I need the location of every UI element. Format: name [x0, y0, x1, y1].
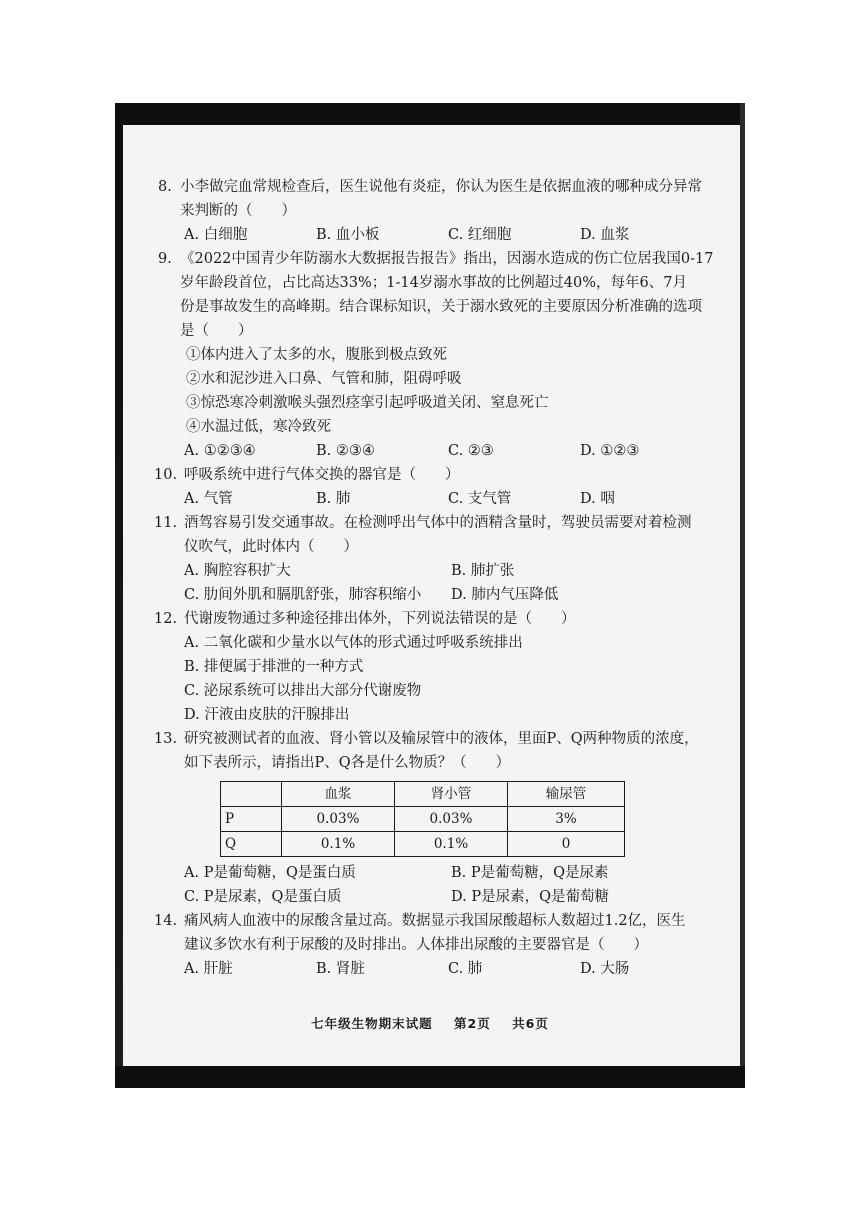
options-row — [158, 957, 718, 981]
table-cell: 3% — [508, 807, 625, 832]
option-a: A. ①②③④ — [184, 443, 256, 459]
concentration-table — [220, 781, 625, 857]
total-pages: 共6页 — [512, 1016, 549, 1031]
question-text: 《2022中国青少年防溺水大数据报告报告》指出，因溺水造成的伤亡位居我国0-17 — [180, 251, 714, 267]
scan-border-left — [115, 103, 123, 1088]
option-c: C. 红细胞 — [448, 227, 512, 243]
options-row — [158, 223, 718, 247]
scan-border-top — [115, 103, 745, 125]
question-text: 小李做完血常规检查后，医生说他有炎症，你认为医生是依据血液的哪种成分异常 — [180, 179, 702, 195]
option-d: D. ①②③ — [580, 443, 640, 459]
table-cell: 0.03% — [395, 807, 508, 832]
option-c: C. P是尿素，Q是蛋白质 — [184, 889, 342, 905]
option-c: C. 肋间外肌和膈肌舒张，肺容积缩小 — [184, 587, 422, 603]
table-cell: 0 — [508, 832, 625, 857]
table-cell: 0.1% — [395, 832, 508, 857]
question-8 — [158, 175, 718, 223]
statement-item: ③惊恐寒冷刺激喉头强烈痉挛引起呼吸道关闭、窒息死亡 — [186, 395, 549, 411]
table-row — [221, 832, 625, 857]
statement-item: ①体内进入了太多的水，腹胀到极点致死 — [186, 347, 447, 363]
question-text: 研究被测试者的血液、肾小管以及输尿管中的液体，里面P、Q两种物质的浓度， — [184, 731, 699, 747]
question-12 — [154, 607, 718, 631]
page-number: 第2页 — [454, 1016, 491, 1031]
option-a: A. 肝脏 — [184, 961, 233, 977]
question-number: 13. — [154, 731, 178, 747]
option-d: D. 咽 — [580, 491, 615, 507]
exam-title: 七年级生物期末试题 — [311, 1016, 433, 1031]
table-cell: 0.03% — [282, 807, 395, 832]
question-number: 9. — [158, 251, 172, 267]
option-b: B. P是葡萄糖，Q是尿素 — [451, 865, 609, 881]
option-c: C. 泌尿系统可以排出大部分代谢废物 — [184, 683, 422, 699]
options-row — [158, 583, 718, 607]
statement-item: ④水温过低，寒冷致死 — [186, 419, 331, 435]
question-11 — [154, 511, 718, 559]
option-b: B. ②③④ — [316, 443, 375, 459]
exam-content — [154, 175, 718, 981]
question-text: 代谢废物通过多种途径排出体外，下列说法错误的是（ ） — [184, 611, 576, 627]
option-c: C. 肺 — [448, 961, 483, 977]
table-header-cell — [221, 782, 282, 807]
option-d: D. 肺内气压降低 — [451, 587, 559, 603]
options-row — [158, 439, 718, 463]
question-number: 8. — [158, 179, 172, 195]
options-row — [158, 487, 718, 511]
table-header-cell: 血浆 — [282, 782, 395, 807]
page-footer — [0, 1014, 860, 1032]
scan-border-right — [740, 103, 745, 1088]
table-header-cell: 肾小管 — [395, 782, 508, 807]
option-c: C. ②③ — [448, 443, 494, 459]
options-row — [158, 559, 718, 583]
question-13 — [154, 727, 718, 775]
option-a: A. 二氧化碳和少量水以气体的形式通过呼吸系统排出 — [184, 635, 523, 651]
table-cell: P — [221, 807, 282, 832]
option-a: A. 白细胞 — [184, 227, 248, 243]
options-row — [158, 861, 718, 885]
option-b: B. 肾脏 — [316, 961, 365, 977]
option-a: A. P是葡萄糖，Q是蛋白质 — [184, 865, 356, 881]
scan-border-bottom — [115, 1066, 745, 1088]
question-9 — [158, 247, 718, 439]
question-number: 11. — [154, 515, 178, 531]
question-text: 仪吹气，此时体内（ ） — [184, 539, 358, 555]
option-d: D. P是尿素，Q是葡萄糖 — [451, 889, 609, 905]
question-10 — [154, 463, 718, 487]
option-c: C. 支气管 — [448, 491, 512, 507]
question-number: 12. — [154, 611, 178, 627]
option-d: D. 汗液由皮肤的汗腺排出 — [184, 707, 350, 723]
options-row — [158, 885, 718, 909]
table-header-row — [221, 782, 625, 807]
question-text: 是（ ） — [180, 323, 253, 339]
question-text: 酒驾容易引发交通事故。在检测呼出气体中的酒精含量时，驾驶员需要对着检测 — [184, 515, 692, 531]
question-number: 10. — [154, 467, 178, 483]
option-b: B. 排便属于排泄的一种方式 — [184, 659, 364, 675]
question-text: 来判断的（ ） — [180, 203, 296, 219]
statement-item: ②水和泥沙进入口鼻、气管和肺，阻碍呼吸 — [186, 371, 462, 387]
table-cell: 0.1% — [282, 832, 395, 857]
question-text: 岁年龄段首位，占比高达33%；1-14岁溺水事故的比例超过40%，每年6、7月 — [180, 275, 687, 291]
question-number: 14. — [154, 913, 178, 929]
option-b: B. 肺 — [316, 491, 351, 507]
question-text: 呼吸系统中进行气体交换的器官是（ ） — [184, 467, 460, 483]
question-text: 痛风病人血液中的尿酸含量过高。数据显示我国尿酸超标人数超过1.2亿，医生 — [184, 913, 686, 929]
option-a: A. 气管 — [184, 491, 233, 507]
question-text: 份是事故发生的高峰期。结合课标知识，关于溺水致死的主要原因分析准确的选项 — [180, 299, 702, 315]
option-a: A. 胸腔容积扩大 — [184, 563, 291, 579]
question-text: 如下表所示，请指出P、Q各是什么物质？（ ） — [184, 755, 511, 771]
option-b: B. 肺扩张 — [451, 563, 515, 579]
table-cell: Q — [221, 832, 282, 857]
option-d: D. 血浆 — [580, 227, 630, 243]
table-header-cell: 输尿管 — [508, 782, 625, 807]
question-text: 建议多饮水有利于尿酸的及时排出。人体排出尿酸的主要器官是（ ） — [184, 937, 648, 953]
option-d: D. 大肠 — [580, 961, 630, 977]
option-b: B. 血小板 — [316, 227, 380, 243]
question-14 — [154, 909, 718, 957]
table-row — [221, 807, 625, 832]
